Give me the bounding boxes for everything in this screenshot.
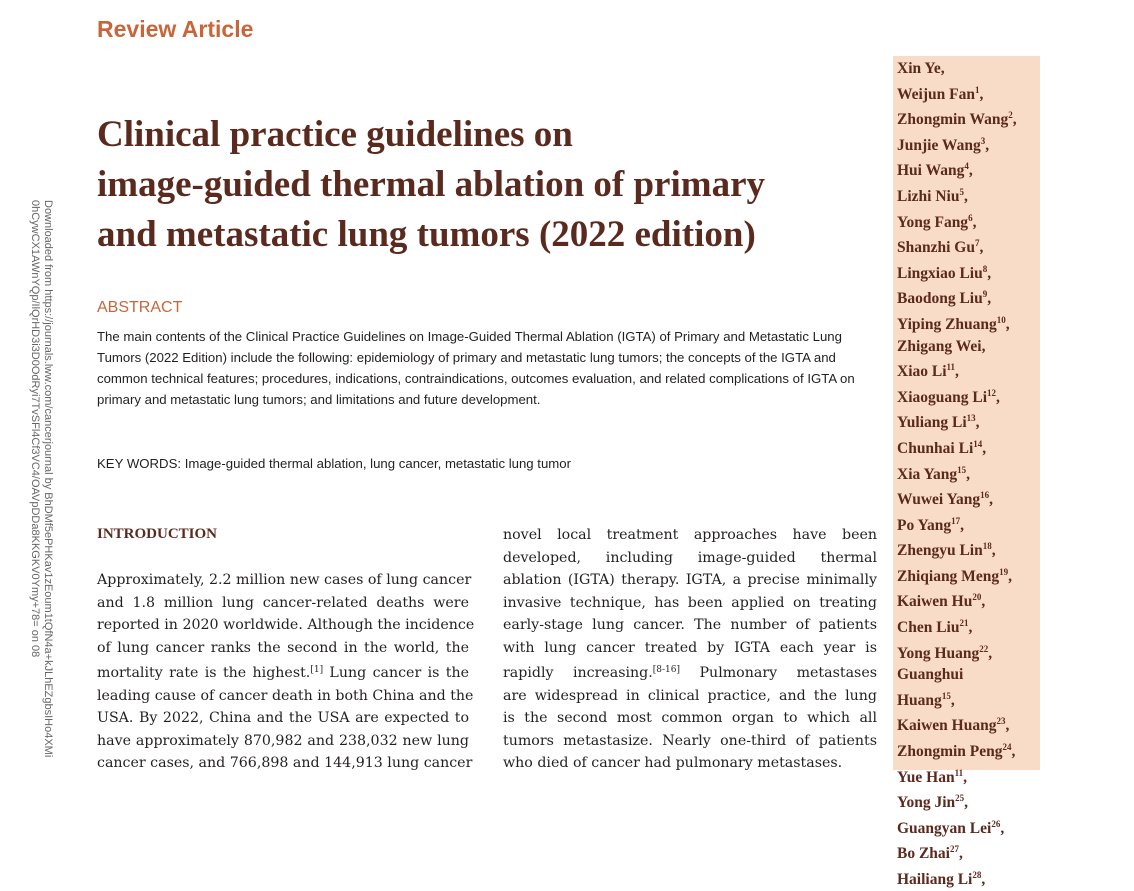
author-separator: , — [950, 691, 955, 709]
body-text: mortality rate is the highest. — [97, 665, 311, 681]
watermark-line: 0hCywCX1AWnYQp/IlQrHD3i3D0OdRyi7TvSFl4Cf3VC4/OAVpDDa8KKGKV0Ymy+78= on 08 — [29, 200, 41, 658]
affiliation-ref[interactable]: 12 — [987, 387, 997, 398]
author-separator: , — [1005, 315, 1010, 333]
affiliation-ref[interactable]: 22 — [979, 643, 989, 654]
author-separator: , — [964, 794, 969, 812]
author-separator: , — [988, 644, 993, 662]
body-text-line — [97, 569, 472, 592]
body-text-line — [503, 707, 877, 730]
body-text: have approximately 870,982 and 238,032 new lung — [97, 732, 469, 749]
affiliation-ref[interactable]: 19 — [999, 566, 1009, 577]
author-separator: , — [975, 414, 980, 432]
author-list — [897, 58, 1017, 891]
author-name: Xin Ye — [897, 60, 941, 77]
author-item — [897, 587, 1017, 613]
author-name: Yong Jin — [897, 794, 956, 812]
author-item — [897, 814, 1017, 840]
author-name: Lingxiao Liu — [897, 264, 983, 282]
body-text: USA. By 2022, China and the USA are expected to — [97, 710, 469, 726]
author-separator: , — [968, 619, 973, 637]
title-line: Clinical practice guidelines on — [97, 114, 573, 155]
author-name: Guangyan Lei — [897, 819, 992, 837]
author-item — [897, 58, 1017, 80]
body-text: rapidly increasing. — [503, 665, 653, 681]
affiliation-ref[interactable]: 11 — [946, 362, 956, 373]
author-separator: , — [1000, 819, 1005, 837]
author-item — [897, 485, 1017, 511]
body-text: and 1.8 million lung cancer-related deaths were — [97, 594, 469, 611]
author-list-panel — [893, 56, 1040, 888]
author-name: Xiaoguang Li — [897, 388, 988, 406]
citation-ref[interactable]: [8-16] — [652, 665, 681, 675]
body-text-line — [503, 547, 877, 570]
author-separator: , — [979, 239, 984, 257]
abstract-line: primary and metastatic lung tumors; and limitations and future development. — [97, 392, 541, 407]
author-name: Yuliang Li — [897, 414, 967, 432]
author-separator: , — [996, 388, 1000, 406]
author-name: Shanzhi Gu — [897, 239, 975, 257]
body-text-line — [97, 614, 475, 637]
author-item — [897, 434, 1017, 460]
author-name: Lizhi Niu — [897, 187, 960, 205]
author-name: Junjie Wang — [897, 136, 981, 154]
affiliation-ref[interactable]: 24 — [1002, 742, 1012, 753]
author-item — [897, 639, 1017, 665]
body-text-line — [503, 592, 877, 615]
author-item — [897, 310, 1017, 336]
keywords-label: KEY WORDS: — [97, 456, 182, 471]
body-text-line — [503, 659, 877, 685]
affiliation-ref[interactable]: 28 — [972, 870, 982, 880]
body-text: cancer cases, and 766,898 and 144,913 lung cancer — [97, 755, 473, 771]
affiliation-ref[interactable]: 11 — [954, 767, 964, 778]
body-text-line — [503, 752, 877, 775]
author-separator: , — [982, 439, 987, 457]
author-separator: , — [981, 871, 986, 888]
author-name: Zhigang Wei — [897, 337, 982, 355]
author-item — [897, 383, 1017, 409]
keywords-text: Image-guided thermal ablation, lung cancer, metastatic lung tumor — [184, 456, 572, 471]
introduction-heading: INTRODUCTION — [97, 526, 218, 542]
affiliation-ref[interactable]: 27 — [949, 844, 959, 855]
body-text-line — [97, 707, 469, 730]
author-separator: , — [981, 593, 986, 611]
body-text-line — [97, 592, 469, 615]
author-name: Hailiang Li — [897, 871, 973, 888]
article-type-label: Review Article — [97, 16, 254, 42]
affiliation-ref[interactable]: 18 — [982, 541, 992, 552]
author-item — [897, 763, 1017, 789]
affiliation-ref[interactable]: 21 — [959, 618, 969, 629]
affiliation-ref[interactable]: 14 — [973, 438, 983, 449]
author-separator: , — [979, 85, 984, 103]
author-name: Baodong Liu — [897, 290, 983, 308]
body-text: invasive technique, has been applied on treating — [503, 594, 877, 611]
author-item — [897, 664, 1017, 686]
watermark-line: Downloaded from https://journals.lww.com/cancerjournal by BhDMf5ePHKav1zEoum1tQfN4a+kJLhEZgbsIHo4XMi — [42, 200, 54, 758]
author-name: Zhengyu Lin — [897, 542, 983, 560]
body-text-line — [503, 730, 877, 753]
author-separator: , — [991, 542, 996, 560]
author-name: Yiping Zhuang — [897, 315, 997, 333]
author-name: Zhiqiang Meng — [897, 567, 1000, 585]
author-separator: , — [963, 187, 968, 205]
author-name: Zhongmin Wang — [897, 111, 1009, 129]
author-separator: , — [987, 290, 992, 308]
body-text-line — [97, 752, 473, 775]
author-item — [897, 562, 1017, 588]
body-text: early-stage lung cancer. The number of patients — [503, 617, 877, 633]
author-item — [897, 536, 1017, 562]
author-item — [897, 80, 1017, 106]
body-text-line — [97, 685, 474, 708]
author-item — [897, 357, 1017, 383]
author-name: Guanghui — [897, 666, 964, 684]
author-separator: , — [1008, 567, 1012, 585]
affiliation-ref[interactable]: 1 — [974, 84, 980, 95]
body-text: who died of cancer had pulmonary metastases. — [503, 755, 843, 771]
citation-ref[interactable]: [1] — [310, 665, 324, 675]
body-column-left — [97, 569, 475, 775]
keywords — [97, 456, 571, 471]
author-name: Kaiwen Huang — [897, 717, 997, 735]
title-line: image-guided thermal ablation of primary — [97, 164, 766, 205]
download-watermark — [14, 200, 58, 770]
author-name: Kaiwen Hu — [897, 593, 973, 611]
affiliation-ref[interactable]: 23 — [996, 716, 1006, 727]
author-item — [897, 284, 1017, 310]
body-text-line — [97, 659, 469, 685]
author-name: Xiao Li — [897, 363, 947, 381]
author-item — [897, 839, 1017, 865]
body-text: leading cause of cancer death in both China and the — [97, 687, 474, 704]
affiliation-ref[interactable]: 10 — [996, 314, 1006, 325]
author-item — [897, 460, 1017, 486]
affiliation-ref[interactable]: 16 — [980, 490, 990, 501]
author-name: Chen Liu — [897, 619, 960, 637]
author-name: Yong Huang — [897, 644, 980, 662]
download-watermark-text — [28, 200, 54, 757]
affiliation-ref[interactable]: 4 — [964, 161, 969, 172]
abstract-line: common technical features; procedures, indications, contraindications, outcomes evaluation, and related complications of IGTA on — [97, 371, 855, 386]
affiliation-ref[interactable]: 25 — [955, 793, 965, 804]
author-separator: , — [955, 363, 959, 381]
abstract-line: Tumors (2022 Edition) include the following: epidemiology of primary and metastatic lung tumors; the concepts of the IGTA and — [97, 350, 836, 365]
author-name: Chunhai Li — [897, 439, 974, 457]
abstract-heading: ABSTRACT — [97, 299, 183, 316]
body-text-line — [503, 614, 877, 637]
author-item — [897, 259, 1017, 285]
author-item — [897, 686, 1017, 712]
body-text: of lung cancer ranks the second in the world, the — [97, 639, 469, 656]
author-separator: , — [958, 845, 963, 863]
author-separator: , — [985, 136, 990, 154]
author-name: Po Yang — [897, 516, 952, 534]
body-text: are widespread in clinical practice, and the lung — [503, 687, 877, 704]
author-separator: , — [1012, 111, 1017, 129]
author-separator: , — [987, 264, 992, 282]
affiliation-ref[interactable]: 15 — [941, 690, 951, 701]
body-text: reported in 2020 worldwide. Although the incidence — [97, 617, 475, 633]
author-item — [897, 408, 1017, 434]
author-name: Yue Han — [897, 768, 955, 786]
author-separator: , — [989, 491, 993, 509]
author-separator: , — [1011, 743, 1016, 761]
affiliation-ref[interactable]: 20 — [972, 592, 982, 603]
author-item — [897, 711, 1017, 737]
author-name: Bo Zhai — [897, 845, 950, 863]
affiliation-ref[interactable]: 17 — [951, 515, 961, 526]
affiliation-ref[interactable]: 9 — [982, 289, 988, 300]
affiliation-ref[interactable]: 3 — [980, 135, 986, 146]
body-text: with lung cancer treated by IGTA each year is — [503, 639, 877, 656]
author-item — [897, 336, 1017, 358]
author-item — [897, 131, 1017, 157]
author-name: Zhongmin Peng — [897, 743, 1003, 761]
affiliation-ref[interactable]: 5 — [959, 186, 964, 197]
author-item — [897, 156, 1017, 182]
author-name: Wuwei Yang — [897, 491, 981, 509]
title-line: and metastatic lung tumors (2022 edition) — [97, 214, 756, 255]
abstract-text — [97, 326, 867, 410]
affiliation-ref[interactable]: 2 — [1008, 110, 1013, 121]
body-text-line — [97, 637, 469, 660]
body-text: ablation (IGTA) therapy. IGTA, a precise minimally — [503, 572, 877, 588]
affiliation-ref[interactable]: 6 — [968, 212, 973, 223]
author-item — [897, 613, 1017, 639]
author-item — [897, 105, 1017, 131]
abstract-line: The main contents of the Clinical Practice Guidelines on Image-Guided Thermal Ablation (IGTA) of Primary and Metastatic Lung — [97, 329, 842, 344]
body-text: Pulmonary metastases — [680, 665, 877, 681]
body-column-right — [503, 524, 877, 775]
author-item — [897, 233, 1017, 259]
body-text: is the second most common organ to which all — [503, 710, 877, 726]
body-text-line — [503, 637, 877, 660]
author-item — [897, 788, 1017, 814]
body-text-line — [503, 524, 877, 547]
author-item — [897, 865, 1017, 891]
author-separator: , — [1005, 717, 1010, 735]
author-name: Huang — [897, 691, 942, 709]
body-text-line — [503, 569, 877, 592]
author-separator: , — [968, 162, 973, 180]
author-separator: , — [966, 465, 971, 483]
author-item — [897, 511, 1017, 537]
author-separator: , — [981, 337, 986, 355]
affiliation-ref[interactable]: 8 — [982, 263, 988, 274]
author-name: Yong Fang — [897, 213, 969, 231]
affiliation-ref[interactable]: 13 — [966, 413, 976, 424]
affiliation-ref[interactable]: 26 — [991, 818, 1001, 829]
author-item — [897, 182, 1017, 208]
author-item — [897, 208, 1017, 234]
author-separator: , — [940, 60, 945, 77]
author-separator: , — [972, 213, 977, 231]
author-separator: , — [963, 768, 967, 786]
author-name: Hui Wang — [897, 162, 965, 180]
author-name: Weijun Fan — [897, 85, 975, 103]
body-text-line — [503, 685, 877, 708]
body-text: Approximately, 2.2 million new cases of lung cancer — [97, 572, 472, 588]
body-text: tumors metastasize. Nearly one-third of patients — [503, 732, 877, 749]
body-text-line — [97, 730, 469, 753]
affiliation-ref[interactable]: 7 — [974, 238, 980, 249]
body-text: developed, including image-guided thermal — [503, 549, 877, 566]
author-item — [897, 737, 1017, 763]
affiliation-ref[interactable]: 15 — [957, 464, 967, 475]
body-text: Lung cancer is the — [323, 665, 469, 681]
body-text: novel local treatment approaches have been — [503, 527, 877, 543]
article-title — [97, 110, 867, 260]
author-separator: , — [960, 516, 964, 534]
author-name: Xia Yang — [897, 465, 958, 483]
